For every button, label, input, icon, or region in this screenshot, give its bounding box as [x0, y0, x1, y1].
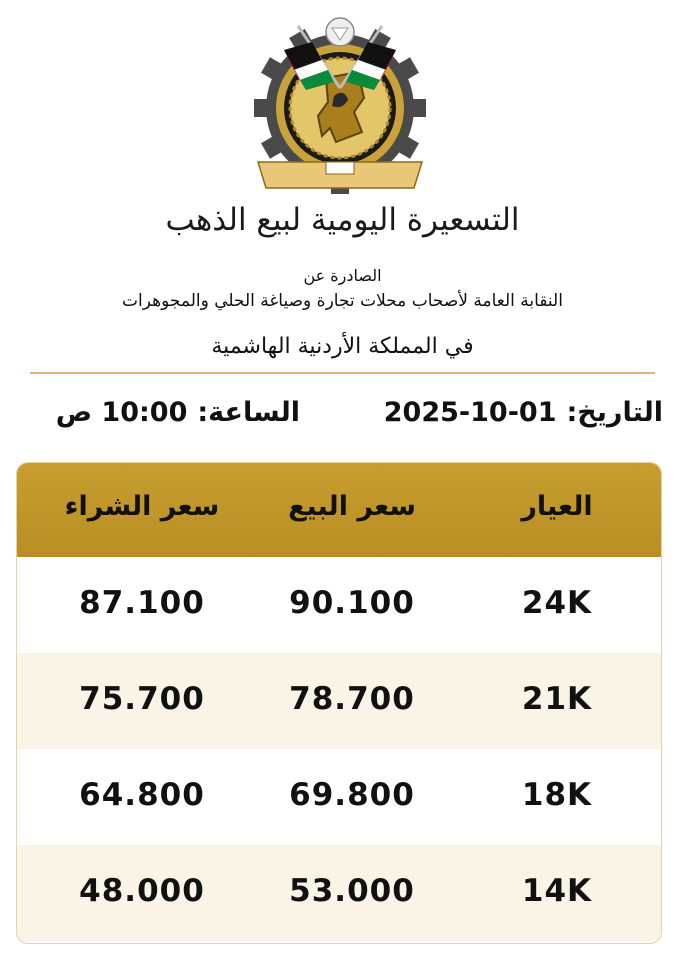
- table-header: [17, 463, 661, 557]
- buy-price-cell: 64.800: [79, 777, 205, 813]
- issued-by-label: الصادرة عن: [303, 266, 382, 285]
- date-field: [384, 397, 663, 428]
- header-buy-price: سعر الشراء: [64, 491, 220, 522]
- header-divider: [30, 372, 655, 374]
- table-row: [17, 557, 661, 653]
- org-name: النقابة العامة لأصحاب محلات تجارة وصياغة الحلي والمجوهرات: [122, 291, 563, 311]
- time-value: 10:00 ص: [55, 397, 188, 428]
- header-karat: العيار: [521, 491, 593, 522]
- country-name: في المملكة الأردنية الهاشمية: [211, 334, 474, 359]
- time-field: [56, 397, 300, 428]
- sell-price-cell: 78.700: [289, 681, 415, 717]
- table-row: [17, 653, 661, 749]
- table-row: [17, 845, 661, 941]
- date-label: التاريخ:: [566, 397, 663, 428]
- karat-cell: 21K: [521, 681, 593, 717]
- buy-price-cell: 75.700: [79, 681, 205, 717]
- sell-price-cell: 69.800: [289, 777, 415, 813]
- buy-price-cell: 48.000: [79, 873, 205, 909]
- buy-price-cell: 87.100: [79, 585, 205, 621]
- union-logo-icon: [252, 12, 428, 202]
- page-title: التسعيرة اليومية لبيع الذهب: [165, 202, 520, 238]
- time-label: الساعة:: [197, 397, 300, 428]
- sell-price-cell: 53.000: [289, 873, 415, 909]
- karat-cell: 18K: [521, 777, 593, 813]
- karat-cell: 14K: [521, 873, 593, 909]
- header-sell-price: سعر البيع: [288, 491, 416, 522]
- date-value: 01-10-2025: [383, 397, 557, 428]
- sell-price-cell: 90.100: [289, 585, 415, 621]
- karat-cell: 24K: [521, 585, 593, 621]
- table-row: [17, 749, 661, 845]
- price-table: [16, 462, 662, 944]
